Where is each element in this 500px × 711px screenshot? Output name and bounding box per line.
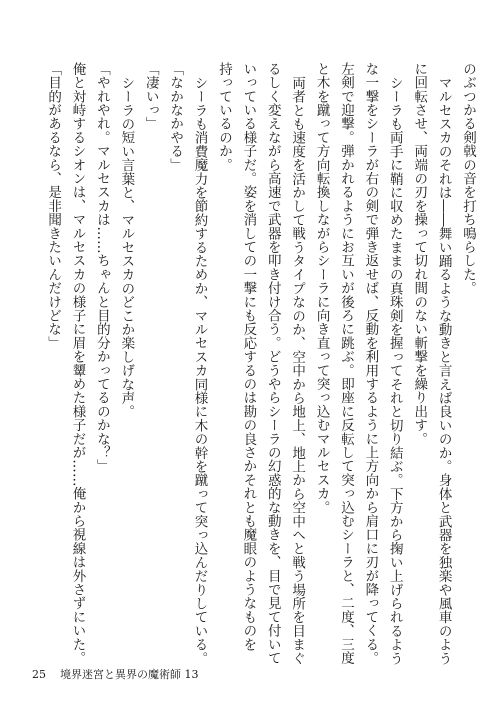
text-line: と木を蹴って方向転換しながらシーラに向き直って突っ込むマルセスカ。 xyxy=(313,62,330,515)
text-line: 「目的があるなら、是非聞きたいんだけどな」 xyxy=(45,62,62,350)
text-line: 持っているのか。 xyxy=(215,62,232,172)
page-footer xyxy=(32,666,199,682)
text-line: 「やれやれ。マルセスカは……ちゃんと目的分かってるのかな？」 xyxy=(93,62,110,473)
text-line: 俺と対峙するシオンは、マルセスカの様子に眉を顰めた様子だが……俺から視線は外さずにいた。 xyxy=(69,62,86,665)
text-line: マルセスカのそれは――舞い踊るような動きと言えば良いのか。身体と武器を独楽や風車のよう xyxy=(435,75,452,665)
page-number: 25 xyxy=(32,668,46,681)
vertical-text-body xyxy=(45,62,480,665)
book-title: 境界迷宮と異界の魔術師 13 xyxy=(60,668,199,681)
text-line: いっている様子だ。姿を消しての一撃にも反応するのは勘の良さかそれとも魔眼のようなものを xyxy=(240,62,257,652)
text-line: 「凄いっ」 xyxy=(142,62,159,131)
text-line: 両者とも速度を活かして戦うタイプなのか、空中から地上、地上から空中へと戦う場所を目まぐ xyxy=(289,75,306,665)
text-line: 「なかなかやる」 xyxy=(167,62,184,172)
text-line: シーラも消費魔力を節約するためか、マルセスカ同様に木の幹を蹴って突っ込んだりしている。 xyxy=(191,75,208,665)
text-line: シーラも両手に鞘に収めたままの真珠剣を握ってそれと切り結ぶ。下方から掬い上げられるよう xyxy=(386,75,403,665)
text-line: るしく変えながら高速で武器を叩き付け合う。どうやらシーラの幻惑的な動きを、目で見て付いて xyxy=(264,62,281,665)
text-line: に回転させ、両端の刃を操って切れ間のない斬撃を繰り出す。 xyxy=(411,62,428,446)
text-line: シーラの短い言葉と、マルセスカのどこか楽しげな声。 xyxy=(118,75,135,418)
text-line: のぶつかる剣戟の音を打ち鳴らした。 xyxy=(460,62,476,295)
text-line: な一撃をシーラが右の剣で弾き返せば、反動を利用するように上方向から肩口に刃が降ってくる。 xyxy=(362,62,379,665)
text-line: 左剣で迎撃。弾かれるようにお互いが後ろに跳ぶ。即座に反転して突っ込むシーラと、二度、三度 xyxy=(337,62,354,665)
